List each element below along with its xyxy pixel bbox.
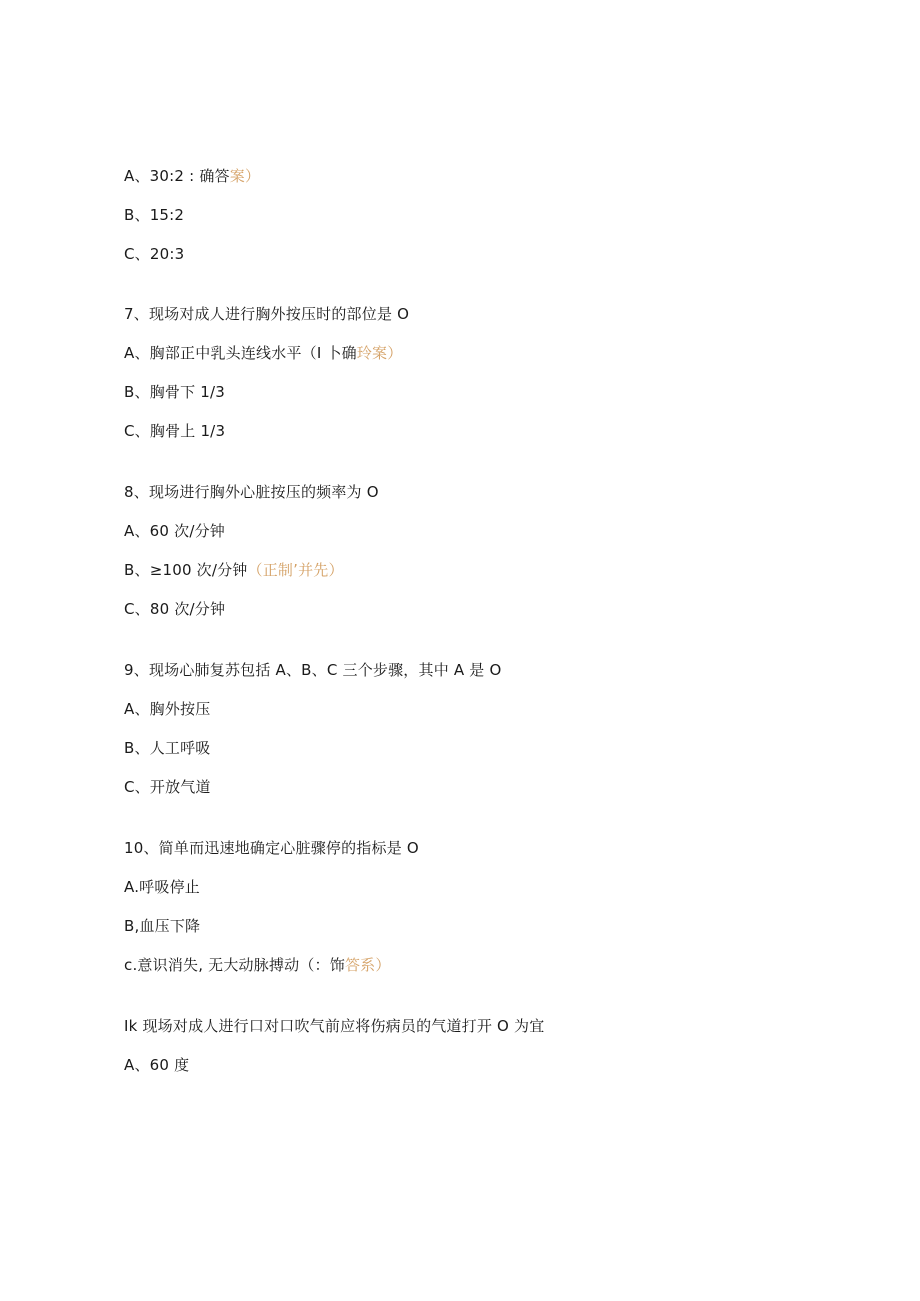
q7-answer-mark: 玲案）: [356, 344, 403, 362]
q11-question: [124, 1016, 544, 1036]
q9-option-b-text: B、人工呼吸: [124, 739, 211, 757]
q7-option-b: [124, 382, 225, 402]
q7-option-c-text: C、胸骨上 1/3: [124, 422, 226, 440]
q6-option-b: [124, 205, 184, 225]
q7-question-text: 7、现场对成人进行胸外按压时的部位是 O: [124, 305, 410, 323]
q8-answer-mark: （正制’并先）: [247, 561, 344, 579]
q9-option-a: [124, 699, 210, 719]
q10-option-b-text: B,血压下降: [124, 917, 201, 935]
q10-option-a-text: A.呼吸停止: [124, 878, 200, 896]
q6-option-a: [124, 166, 260, 186]
q7-option-a-text: A、胸部正中乳头连线水平（I 卜确: [124, 344, 357, 362]
q8-option-a: [124, 521, 225, 541]
q10-answer-mark: 答系）: [344, 956, 391, 974]
q6-option-a-text: A、30:2 : 确答: [124, 167, 230, 185]
q8-option-a-text: A、60 次/分钟: [124, 522, 225, 540]
q11-option-a-text: A、60 度: [124, 1056, 190, 1074]
q9-option-c-text: C、开放气道: [124, 778, 211, 796]
q9-question-text: 9、现场心肺复苏包括 A、B、C 三个步骤，其中 A 是 O: [124, 661, 502, 679]
q7-option-b-text: B、胸骨下 1/3: [124, 383, 225, 401]
q9-option-c: [124, 777, 211, 797]
q8-option-b-text: B、≥100 次/分钟: [124, 561, 248, 579]
q6-option-b-text: B、15:2: [124, 206, 185, 224]
q7-option-c: [124, 421, 225, 441]
q9-option-a-text: A、胸外按压: [124, 700, 211, 718]
q7-option-a: [124, 343, 402, 363]
q10-question-text: 10、简单而迅速地确定心脏骤停的指标是 O: [124, 839, 419, 857]
q6-answer-mark: 案）: [229, 167, 261, 185]
q8-question: [124, 482, 379, 502]
q7-question: [124, 304, 409, 324]
q10-question: [124, 838, 419, 858]
q6-option-c-text: C、20:3: [124, 245, 185, 263]
q10-option-c-text: c.意识消失, 无大动脉搏动（：饰: [124, 956, 345, 974]
q9-question: [124, 660, 501, 680]
q11-question-text: Ik 现场对成人进行口对口吹气前应将伤病员的气道打开 O 为宜: [124, 1017, 545, 1035]
q8-option-b: [124, 560, 344, 580]
q8-question-text: 8、现场进行胸外心脏按压的频率为 O: [124, 483, 379, 501]
q6-option-c: [124, 244, 184, 264]
q8-option-c: [124, 599, 225, 619]
q11-option-a: [124, 1055, 189, 1075]
q10-option-c: [124, 955, 391, 975]
q8-option-c-text: C、80 次/分钟: [124, 600, 226, 618]
q10-option-a: [124, 877, 200, 897]
q10-option-b: [124, 916, 200, 936]
q9-option-b: [124, 738, 211, 758]
